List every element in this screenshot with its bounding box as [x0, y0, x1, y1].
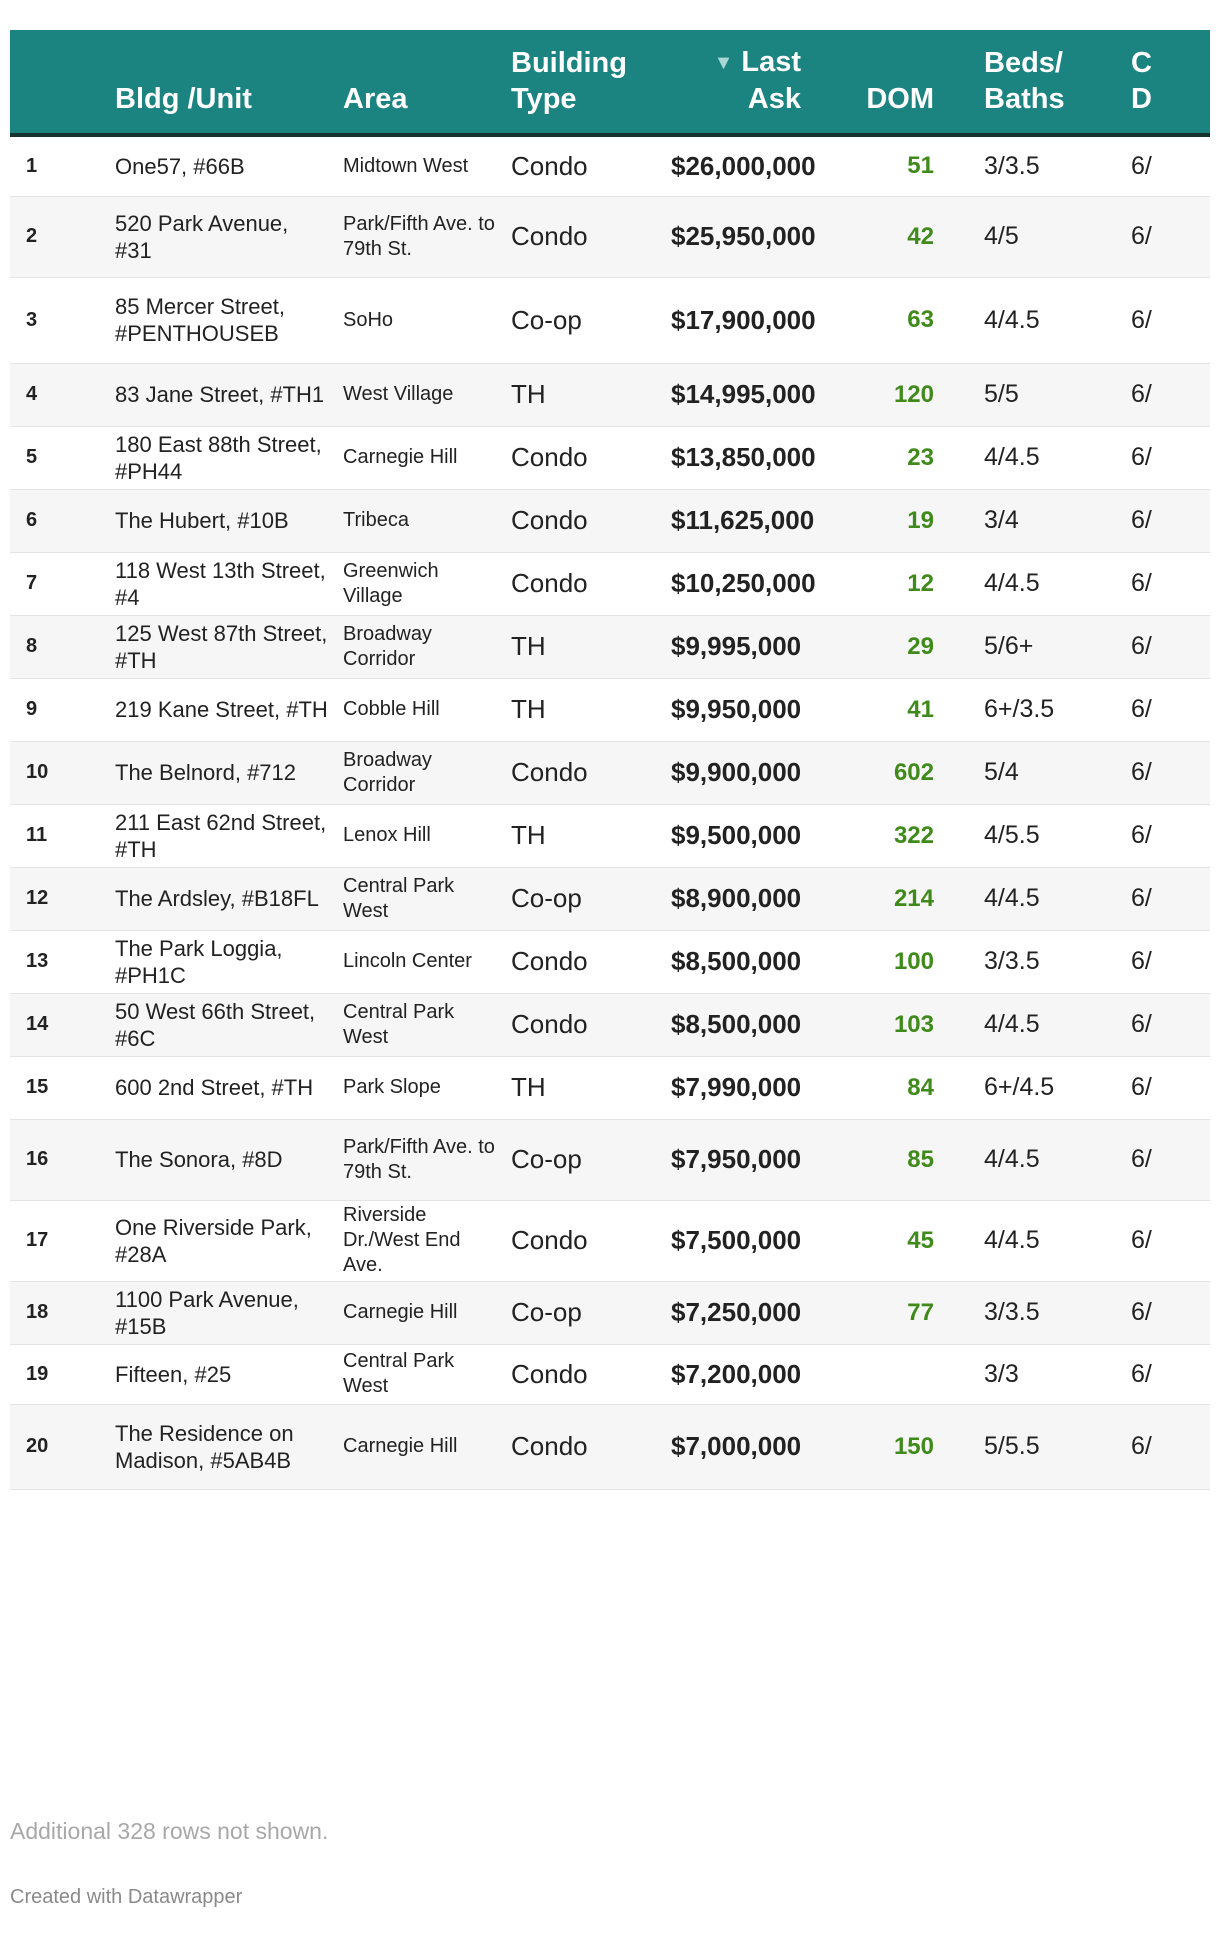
- table-row: [10, 1200, 1210, 1281]
- row-building-type: TH: [511, 631, 546, 661]
- row-dom: 100: [893, 947, 934, 975]
- row-building-type: Condo: [511, 1009, 588, 1039]
- row-truncated: 6/: [1131, 695, 1152, 723]
- row-bldg-unit: 50 West 66th Street, #6C: [115, 998, 316, 1051]
- table-scroll-area[interactable]: [10, 30, 1210, 1490]
- table-row: [10, 1056, 1210, 1119]
- row-bldg-unit: The Hubert, #10B: [115, 508, 289, 533]
- row-last-ask: $8,500,000: [671, 1009, 802, 1039]
- header-dom[interactable]: DOM: [851, 30, 984, 135]
- row-beds-baths: 3/3.5: [984, 1298, 1040, 1326]
- row-rank: 13: [26, 950, 49, 972]
- row-rank: 20: [26, 1435, 49, 1457]
- row-bldg-unit: 600 2nd Street, #TH: [115, 1075, 314, 1100]
- row-beds-baths: 3/3.5: [984, 151, 1040, 180]
- row-area: Cobble Hill: [343, 698, 440, 720]
- row-last-ask: $7,200,000: [671, 1358, 802, 1389]
- row-beds-baths: 4/4.5: [984, 569, 1040, 597]
- row-beds-baths: 4/4.5: [984, 884, 1040, 912]
- row-truncated: 6/: [1131, 1226, 1152, 1254]
- row-area: Park/Fifth Ave. to 79th St.: [343, 212, 495, 260]
- row-last-ask: $7,000,000: [671, 1431, 802, 1461]
- row-dom: 150: [893, 1432, 934, 1460]
- table-row: [10, 615, 1210, 678]
- row-bldg-unit: 520 Park Avenue, #31: [115, 210, 289, 263]
- row-area: Carnegie Hill: [343, 446, 458, 468]
- row-area: Greenwich Village: [343, 559, 439, 607]
- table-row: [10, 678, 1210, 741]
- header-last-ask[interactable]: [671, 30, 851, 135]
- table-row: [10, 552, 1210, 615]
- header-truncated-label: C D: [1131, 47, 1152, 115]
- header-area[interactable]: Area: [343, 30, 511, 135]
- row-truncated: 6/: [1131, 222, 1152, 250]
- row-truncated: 6/: [1131, 758, 1152, 786]
- row-rank: 19: [26, 1362, 49, 1385]
- row-truncated: 6/: [1131, 380, 1152, 408]
- row-dom: 41: [907, 695, 934, 723]
- row-bldg-unit: One57, #66B: [115, 153, 245, 179]
- header-building-type-label: Building Type: [511, 47, 627, 115]
- row-dom: 322: [893, 821, 934, 849]
- row-dom: [851, 1344, 984, 1404]
- row-last-ask: $14,995,000: [671, 379, 816, 409]
- row-bldg-unit: 211 East 62nd Street, #TH: [115, 809, 327, 862]
- row-rank: 12: [26, 887, 49, 909]
- row-dom: 77: [907, 1298, 934, 1326]
- row-truncated: 6/: [1131, 1145, 1152, 1173]
- row-rank: 1: [26, 154, 38, 177]
- row-bldg-unit: 85 Mercer Street, #PENTHOUSEB: [115, 294, 285, 346]
- row-beds-baths: 4/5: [984, 222, 1019, 250]
- row-last-ask: $25,950,000: [671, 221, 816, 251]
- row-last-ask: $7,950,000: [671, 1144, 802, 1174]
- row-beds-baths: 5/4: [984, 758, 1019, 786]
- row-building-type: Co-op: [511, 304, 582, 335]
- header-bldg-unit[interactable]: Bldg /Unit: [115, 30, 343, 135]
- row-building-type: TH: [511, 694, 546, 724]
- header-beds-baths[interactable]: [984, 30, 1131, 135]
- row-area: Lenox Hill: [343, 824, 431, 846]
- row-beds-baths: 3/3: [984, 1359, 1019, 1388]
- table-row: [10, 867, 1210, 930]
- row-truncated: 6/: [1131, 821, 1152, 849]
- row-area: Tribeca: [343, 509, 409, 531]
- table-row: [10, 741, 1210, 804]
- row-rank: 18: [26, 1301, 49, 1323]
- row-last-ask: $7,990,000: [671, 1072, 802, 1102]
- row-building-type: Condo: [511, 150, 588, 181]
- row-dom: 85: [907, 1145, 934, 1173]
- datawrapper-credit[interactable]: Created with Datawrapper: [10, 1886, 243, 1908]
- row-area: Midtown West: [343, 154, 469, 177]
- table-header: [10, 30, 1210, 135]
- row-bldg-unit: 125 West 87th Street, #TH: [115, 620, 328, 673]
- row-rank: 6: [26, 509, 38, 531]
- row-area: West Village: [343, 383, 454, 405]
- table-row: [10, 277, 1210, 363]
- row-area: Central Park West: [343, 874, 455, 922]
- row-rank: 2: [26, 225, 38, 247]
- row-bldg-unit: The Residence on Madison, #5AB4B: [115, 1420, 294, 1473]
- row-beds-baths: 4/4.5: [984, 1010, 1040, 1038]
- row-area: Broadway Corridor: [343, 622, 432, 670]
- row-building-type: Condo: [511, 757, 588, 787]
- row-bldg-unit: 219 Kane Street, #TH: [115, 697, 328, 722]
- row-dom: 45: [907, 1226, 934, 1254]
- row-rank: 7: [26, 572, 38, 594]
- row-beds-baths: 4/4.5: [984, 1145, 1040, 1173]
- table-row: [10, 363, 1210, 426]
- row-building-type: Condo: [511, 946, 588, 976]
- row-rank: 4: [26, 383, 38, 405]
- listings-table: [10, 30, 1210, 1490]
- header-last-ask-label: Last Ask: [741, 46, 801, 115]
- row-rank: 14: [26, 1013, 49, 1035]
- row-rank: 11: [26, 824, 48, 846]
- row-last-ask: $9,500,000: [671, 820, 802, 850]
- row-bldg-unit: 83 Jane Street, #TH1: [115, 382, 325, 407]
- row-beds-baths: 3/3.5: [984, 947, 1040, 975]
- row-building-type: TH: [511, 820, 546, 850]
- row-beds-baths: 4/5.5: [984, 821, 1040, 849]
- row-building-type: Co-op: [511, 883, 582, 913]
- table-body: [10, 135, 1210, 1489]
- sort-descending-icon: ▼: [713, 52, 734, 74]
- row-area: Park Slope: [343, 1076, 441, 1098]
- header-rank[interactable]: [10, 30, 115, 135]
- row-dom: 42: [907, 222, 934, 250]
- row-area: Park/Fifth Ave. to 79th St.: [343, 1135, 495, 1183]
- row-rank: 17: [26, 1229, 49, 1251]
- row-beds-baths: 6+/3.5: [984, 695, 1055, 723]
- row-truncated: 6/: [1131, 1359, 1152, 1388]
- row-building-type: Condo: [511, 1358, 588, 1389]
- row-dom: 103: [893, 1010, 934, 1038]
- row-area: Riverside Dr./West End Ave.: [343, 1204, 461, 1276]
- row-truncated: 6/: [1131, 506, 1152, 534]
- row-area: Central Park West: [343, 1000, 455, 1048]
- table-row: [10, 1119, 1210, 1200]
- row-building-type: Condo: [511, 505, 588, 535]
- row-building-type: Condo: [511, 442, 588, 472]
- row-building-type: TH: [511, 1072, 546, 1102]
- row-rank: 3: [26, 308, 38, 331]
- row-beds-baths: 6+/4.5: [984, 1073, 1055, 1101]
- row-dom: 29: [907, 632, 934, 660]
- row-last-ask: $9,950,000: [671, 694, 802, 724]
- row-last-ask: $7,250,000: [671, 1297, 802, 1327]
- row-beds-baths: 5/6+: [984, 632, 1034, 660]
- row-building-type: Co-op: [511, 1297, 582, 1327]
- row-bldg-unit: 180 East 88th Street, #PH44: [115, 431, 322, 484]
- row-dom: 23: [907, 443, 934, 471]
- rows-not-shown-note: Additional 328 rows not shown.: [10, 1818, 329, 1844]
- table-row: [10, 196, 1210, 277]
- row-truncated: 6/: [1131, 884, 1152, 912]
- row-last-ask: $13,850,000: [671, 442, 816, 472]
- row-dom: 63: [907, 306, 934, 333]
- header-building-type[interactable]: [511, 30, 671, 135]
- row-area: Central Park West: [343, 1350, 455, 1397]
- row-area: Carnegie Hill: [343, 1435, 458, 1457]
- row-beds-baths: 5/5.5: [984, 1432, 1040, 1460]
- row-truncated: 6/: [1131, 1432, 1152, 1460]
- row-bldg-unit: Fifteen, #25: [115, 1361, 232, 1387]
- row-bldg-unit: 118 West 13th Street, #4: [115, 557, 326, 610]
- row-last-ask: $17,900,000: [671, 304, 816, 335]
- row-bldg-unit: One Riverside Park, #28A: [115, 1214, 312, 1267]
- row-area: Carnegie Hill: [343, 1301, 458, 1323]
- header-truncated[interactable]: [1131, 30, 1210, 135]
- row-last-ask: $26,000,000: [671, 150, 816, 181]
- row-last-ask: $10,250,000: [671, 568, 816, 598]
- row-truncated: 6/: [1131, 151, 1152, 180]
- table-row: [10, 1344, 1210, 1404]
- row-dom: 19: [907, 506, 934, 534]
- table-row: [10, 993, 1210, 1056]
- row-last-ask: $8,500,000: [671, 946, 802, 976]
- row-truncated: 6/: [1131, 632, 1152, 660]
- row-building-type: Condo: [511, 221, 588, 251]
- row-rank: 10: [26, 761, 49, 783]
- row-last-ask: $9,995,000: [671, 631, 802, 661]
- row-rank: 8: [26, 635, 38, 657]
- row-building-type: TH: [511, 379, 546, 409]
- row-bldg-unit: The Park Loggia, #PH1C: [115, 935, 283, 988]
- row-bldg-unit: 1100 Park Avenue, #15B: [115, 1286, 299, 1339]
- row-last-ask: $9,900,000: [671, 757, 802, 787]
- row-building-type: Condo: [511, 1225, 588, 1255]
- row-truncated: 6/: [1131, 305, 1152, 334]
- table-row: [10, 135, 1210, 196]
- row-beds-baths: 4/4.5: [984, 305, 1040, 334]
- row-dom: 214: [893, 884, 934, 912]
- table-row: [10, 1404, 1210, 1489]
- row-building-type: Co-op: [511, 1144, 582, 1174]
- row-building-type: Condo: [511, 568, 588, 598]
- row-area: SoHo: [343, 308, 394, 331]
- row-truncated: 6/: [1131, 569, 1152, 597]
- row-last-ask: $11,625,000: [671, 505, 815, 535]
- row-dom: 602: [893, 758, 934, 786]
- row-area: Lincoln Center: [343, 950, 472, 972]
- row-last-ask: $8,900,000: [671, 883, 802, 913]
- row-beds-baths: 4/4.5: [984, 443, 1040, 471]
- row-rank: 5: [26, 446, 38, 468]
- datawrapper-table: [10, 30, 1210, 1490]
- row-truncated: 6/: [1131, 443, 1152, 471]
- row-dom: 84: [907, 1073, 934, 1101]
- table-row: [10, 426, 1210, 489]
- table-row: [10, 489, 1210, 552]
- row-bldg-unit: The Ardsley, #B18FL: [115, 886, 319, 911]
- row-truncated: 6/: [1131, 1010, 1152, 1038]
- row-rank: 15: [26, 1076, 49, 1098]
- row-dom: 12: [907, 569, 934, 597]
- row-dom: 51: [907, 152, 934, 180]
- row-rank: 9: [26, 698, 38, 720]
- row-dom: 120: [893, 380, 934, 408]
- row-truncated: 6/: [1131, 947, 1152, 975]
- row-truncated: 6/: [1131, 1298, 1152, 1326]
- row-beds-baths: 5/5: [984, 380, 1019, 408]
- row-beds-baths: 3/4: [984, 506, 1019, 534]
- row-bldg-unit: The Belnord, #712: [115, 760, 297, 785]
- table-row: [10, 804, 1210, 867]
- row-truncated: 6/: [1131, 1073, 1152, 1101]
- row-last-ask: $7,500,000: [671, 1225, 802, 1255]
- table-row: [10, 930, 1210, 993]
- row-area: Broadway Corridor: [343, 748, 432, 796]
- table-row: [10, 1281, 1210, 1344]
- row-bldg-unit: The Sonora, #8D: [115, 1147, 283, 1172]
- row-rank: 16: [26, 1148, 49, 1170]
- row-building-type: Condo: [511, 1431, 588, 1461]
- row-beds-baths: 4/4.5: [984, 1226, 1040, 1254]
- header-beds-baths-label: Beds/ Baths: [984, 47, 1065, 115]
